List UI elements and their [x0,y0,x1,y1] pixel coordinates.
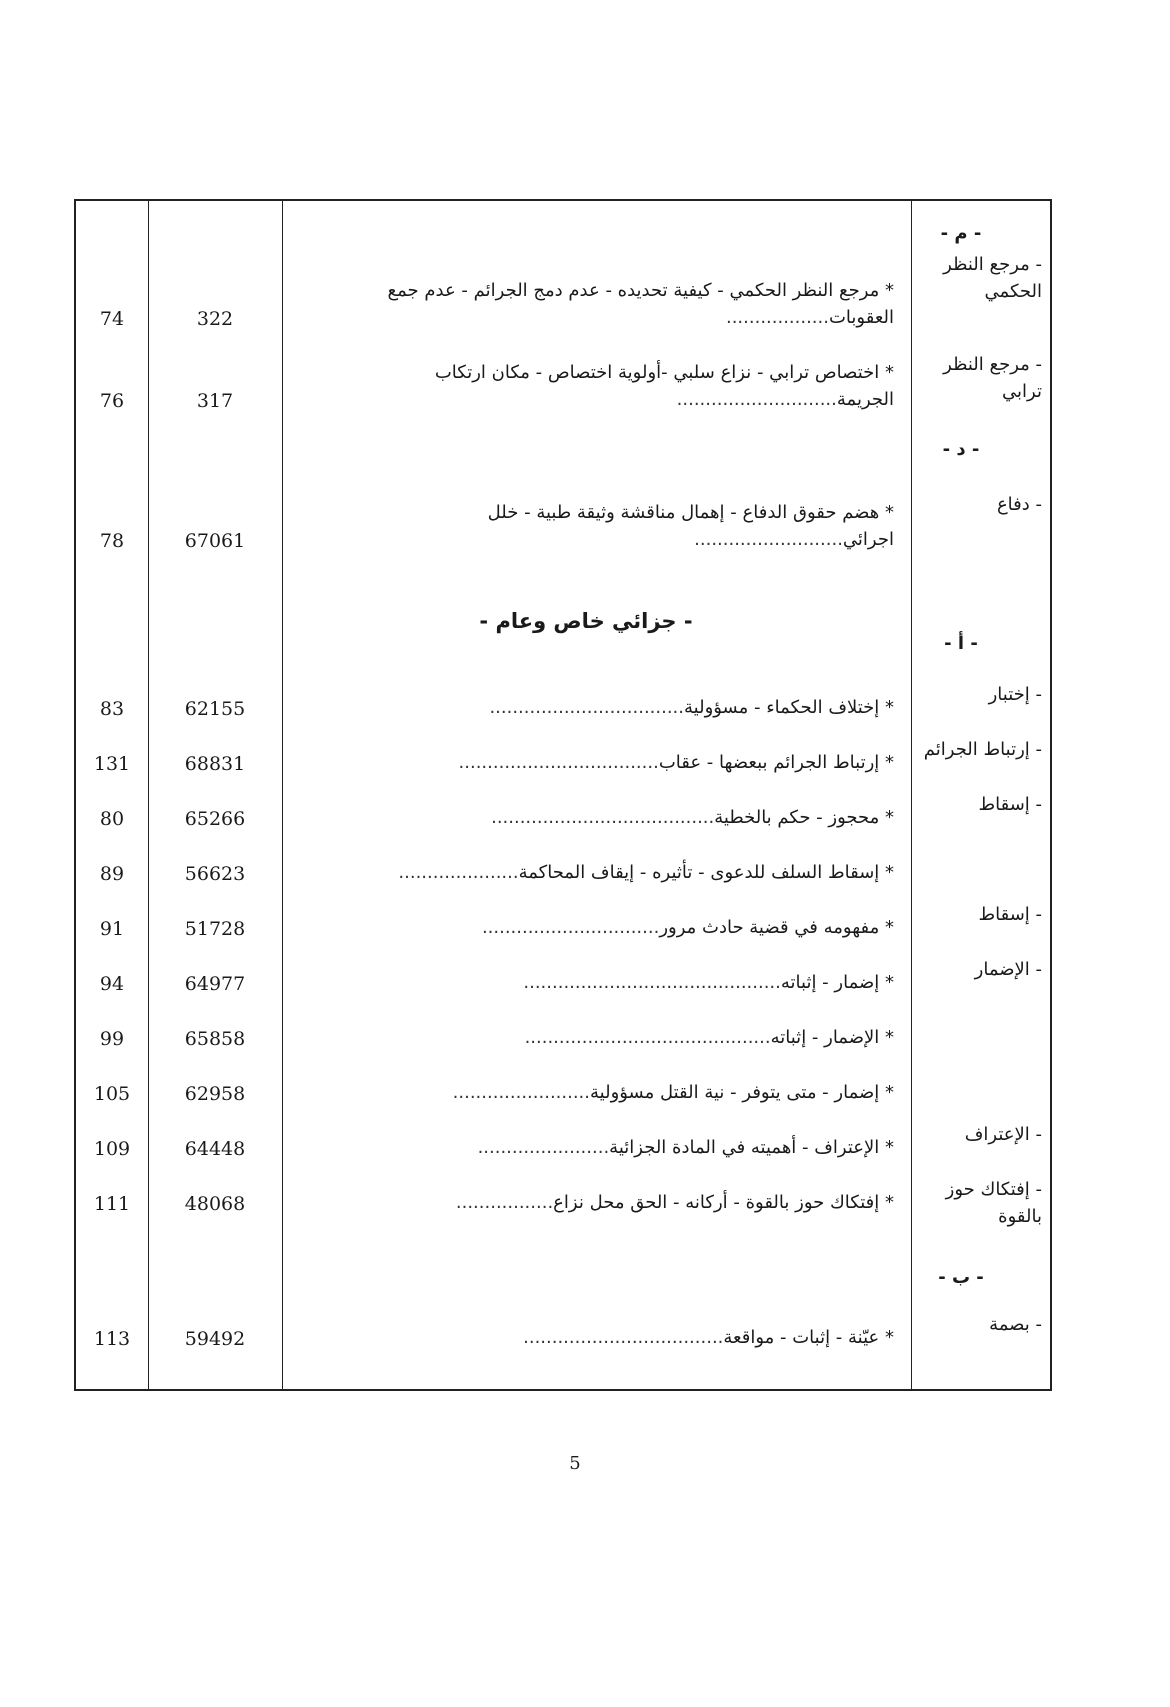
page-number: 91 [99,918,125,940]
page-number: 105 [93,1083,131,1105]
entry-description: * إرتباط الجرائم ببعضها - عقاب................................... [458,752,894,773]
index-term: - الإعتراف [964,1124,1042,1145]
entry-description: * إضمار - متى يتوفر - نية القتل مسؤولية........................ [452,1082,894,1103]
page-number: 94 [99,973,125,995]
index-term: - إفتكاك حوز بالقوة [945,1179,1042,1227]
table-row [76,1011,1050,1051]
index-table [74,199,1052,1391]
index-term: - إرتباط الجرائم [923,739,1042,760]
entry-description: * إختلاف الحكماء - مسؤولية.................................. [489,697,894,718]
reference-number: 62958 [184,1083,246,1105]
index-term: - مرجع النظر ترابي [943,354,1042,402]
entry-description: * اختصاص ترابي - نزاع سلبي -أولوية اختصاص - مكان ارتكاب الجريمة............................ [434,362,894,410]
entry-description: * إفتكاك حوز بالقوة - أركانه - الحق محل نزاع................. [455,1192,894,1213]
section-letter-dal: - د - [942,439,980,460]
section-letter-alif: - أ - [944,633,978,654]
reference-number: 48068 [184,1193,246,1215]
index-term: - دفاع [996,494,1042,515]
index-term: - الإضمار [974,959,1042,980]
page-number: 99 [99,1028,125,1050]
entry-description: * عيّنة - إثبات - مواقعة................................... [523,1327,894,1348]
table-row [76,846,1050,886]
table-row [76,1066,1050,1106]
page-number: 131 [93,753,131,775]
table-row [76,251,1050,331]
page-number: 111 [93,1193,131,1215]
page-number: 76 [99,390,125,412]
page-number: 78 [99,530,125,552]
reference-number: 59492 [184,1328,246,1350]
reference-number: 64448 [184,1138,246,1160]
reference-number: 62155 [184,698,246,720]
table-row [76,491,1050,553]
table-row [76,791,1050,831]
table-row [76,1176,1050,1227]
table-row [76,1121,1050,1161]
reference-number: 322 [196,308,234,330]
reference-number: 65266 [184,808,246,830]
section-letter-baa: - ب - [938,1267,984,1288]
table-row [76,736,1050,776]
entry-description: * مفهومه في قضية حادث مرور............................... [481,917,894,938]
page-number: 74 [99,308,125,330]
entry-description: * الإضمار - إثباته........................................... [524,1027,894,1048]
entry-description: * هضم حقوق الدفاع - إهمال مناقشة وثيقة طبية - خلل اجرائي.......................... [487,502,894,550]
index-term: - إسقاط [978,904,1042,925]
table-row [76,956,1050,996]
footer-page-number: 5 [569,1453,581,1474]
entry-description: * محجوز - حكم بالخطية....................................... [491,807,894,828]
entry-description: * مرجع النظر الحكمي - كيفية تحديده - عدم دمج الجرائم - عدم جمع العقوبات.................. [387,280,894,328]
index-term: - إختبار [988,684,1042,705]
page-number: 89 [99,863,125,885]
entry-description: * إسقاط السلف للدعوى - تأثيره - إيقاف المحاكمة..................... [398,862,894,883]
reference-number: 64977 [184,973,246,995]
section-heading: - جزائي خاص وعام - [479,609,693,633]
index-term: - مرجع النظر الحكمي [943,254,1042,302]
section-letter-meem: - م - [940,223,982,244]
reference-number: 65858 [184,1028,246,1050]
page-number: 109 [93,1138,131,1160]
table-row [76,681,1050,721]
entry-description: * الإعتراف - أهميته في المادة الجزائية....................... [477,1137,894,1158]
page-number: 80 [99,808,125,830]
reference-number: 317 [196,390,234,412]
index-term: - بصمة [989,1314,1042,1335]
reference-number: 67061 [184,530,246,552]
page-number: 113 [93,1328,131,1350]
table-row [76,351,1050,413]
reference-number: 56623 [184,863,246,885]
page-number: 83 [99,698,125,720]
table-row [76,1311,1050,1351]
table-row [76,901,1050,941]
entry-description: * إضمار - إثباته............................................. [523,972,894,993]
reference-number: 51728 [184,918,246,940]
reference-number: 68831 [184,753,246,775]
index-term: - إسقاط [978,794,1042,815]
